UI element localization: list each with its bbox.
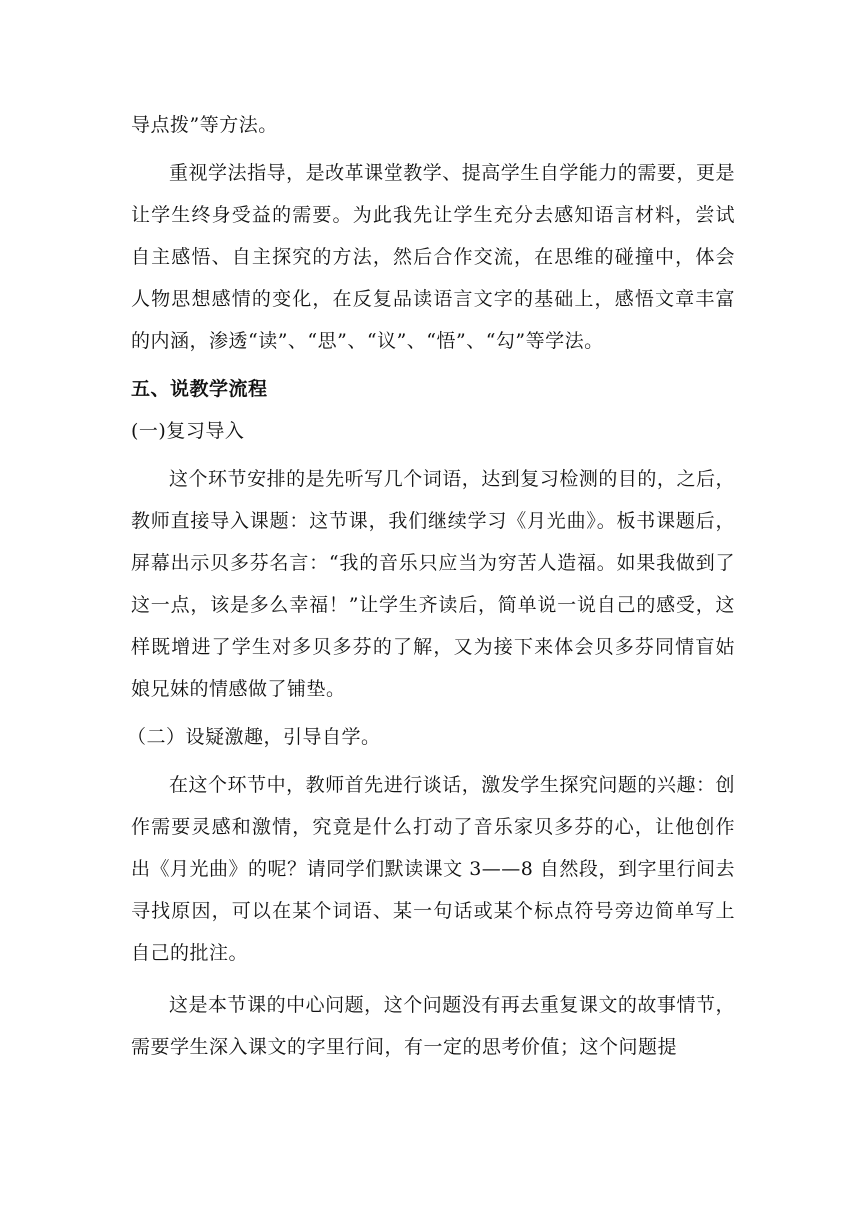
- subsection-heading-inquiry: （二）设疑激趣，引导自学。: [127, 726, 381, 748]
- center-question-paragraph: 这是本节课的中心问题，这个问题没有再去重复课文的故事情节，需要学生深入课文的字里行间，有一定的思考价值；这个问题提: [131, 994, 735, 1058]
- section-heading: 五、说教学流程: [131, 378, 268, 400]
- subsection-heading-review: (一)复习导入: [131, 420, 245, 442]
- continuation-paragraph: 导点拨”等方法。: [131, 114, 278, 136]
- review-paragraph: 这个环节安排的是先听写几个词语，达到复习检测的目的，之后，教师直接导入课题：这节课，我们继续学习《月光曲》。板书课题后，屏幕出示贝多芬名言：“我的音乐只应当为穷苦人造福。如果我做到了这一点，该是多么幸福！”让学生齐读后，简单说一说自己的感受，这样既增进了学生对多贝多芬的了解，又为接下来体会贝多芬同情盲姑娘兄妹的情感做了铺垫。: [131, 468, 735, 700]
- inquiry-paragraph: 在这个环节中，教师首先进行谈话，激发学生探究问题的兴趣：创作需要灵感和激情，究竟是什么打动了音乐家贝多芬的心，让他创作出《月光曲》的呢？请同学们默读课文 3——8 自然段，到字里行间去寻找原因，可以在某个词语、某一句话或某个标点符号旁边简单写上自己的批注。: [131, 774, 735, 964]
- study-method-paragraph: 重视学法指导，是改革课堂教学、提高学生自学能力的需要，更是让学生终身受益的需要。为此我先让学生充分去感知语言材料，尝试自主感悟、自主探究的方法，然后合作交流，在思维的碰撞中，体会人物思想感情的变化，在反复品读语言文字的基础上，感悟文章丰富的内涵，渗透“读”、“思”、“议”、“悟”、“勾”等学法。: [131, 162, 735, 352]
- document-body: [127, 104, 735, 1068]
